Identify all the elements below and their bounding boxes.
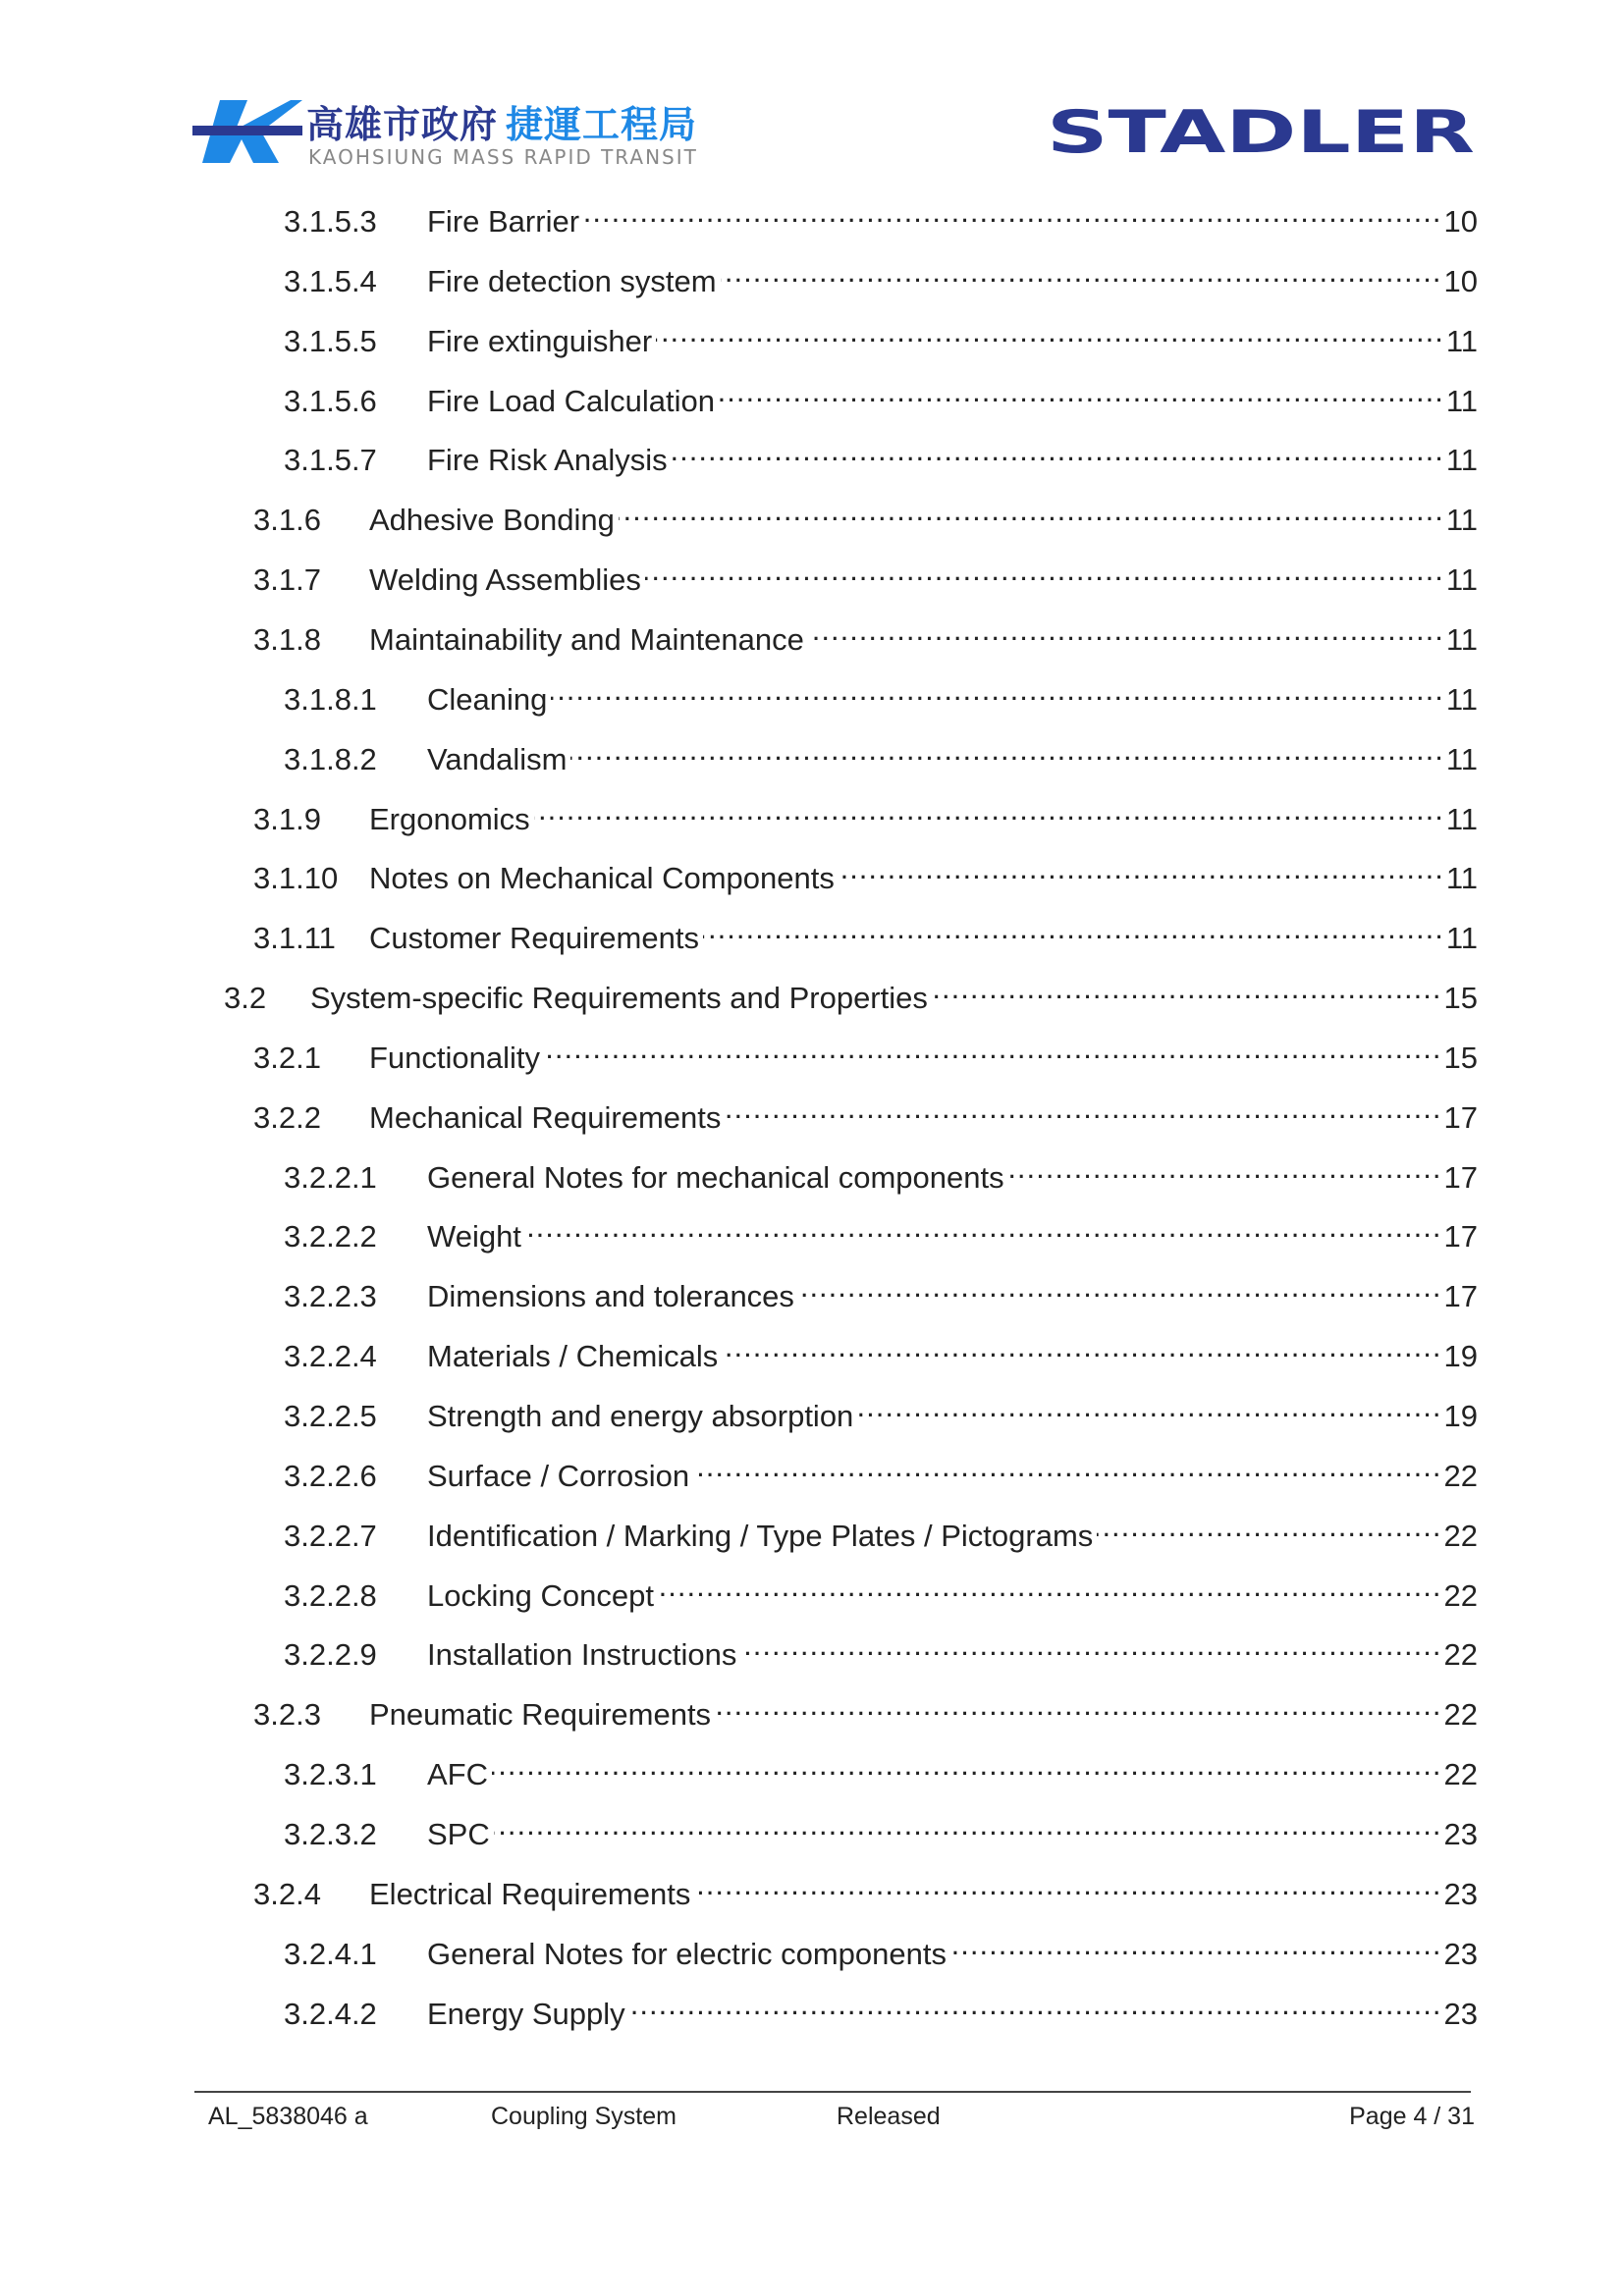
toc-dot-leader <box>570 730 1443 770</box>
toc-entry-title: Pneumatic Requirements <box>369 1697 712 1733</box>
footer-divider <box>194 2091 1471 2093</box>
toc-dot-leader <box>525 1207 1442 1247</box>
toc-entry[interactable] <box>284 192 1478 239</box>
toc-entry-page: 23 <box>1443 1816 1478 1851</box>
toc-entry[interactable] <box>253 611 1478 657</box>
footer-page-number: Page 4 / 31 <box>1349 2103 1475 2130</box>
toc-entry-page: 23 <box>1443 1876 1478 1911</box>
toc-entry-page: 11 <box>1445 861 1478 896</box>
toc-entry-page: 15 <box>1443 1040 1478 1075</box>
toc-dot-leader <box>798 1267 1442 1307</box>
toc-entry-page: 22 <box>1443 1697 1478 1733</box>
toc-entry[interactable] <box>284 252 1478 298</box>
toc-entry-title: Fire Barrier <box>427 204 580 239</box>
toc-entry-number: 3.1.11 <box>253 921 336 956</box>
toc-entry[interactable] <box>284 1207 1478 1255</box>
toc-entry-number: 3.2.3 <box>253 1697 321 1733</box>
toc-entry-number: 3.2.2.5 <box>284 1399 377 1433</box>
toc-entry-page: 11 <box>1445 741 1478 776</box>
toc-entry-page: 11 <box>1445 323 1478 358</box>
toc-entry[interactable] <box>284 1507 1478 1553</box>
toc-dot-leader <box>725 1089 1441 1128</box>
toc-entry-number: 3.2.2.3 <box>284 1279 377 1314</box>
toc-entry[interactable] <box>284 1626 1478 1673</box>
toc-entry[interactable] <box>253 1685 1478 1733</box>
toc-dot-leader <box>656 312 1444 351</box>
toc-entry-title: Cleaning <box>427 681 548 717</box>
footer-document-id: AL_5838046 a <box>208 2103 368 2130</box>
toc-entry-page: 10 <box>1443 263 1478 298</box>
krtc-english-name: KAOHSIUNG MASS RAPID TRANSIT <box>308 145 698 169</box>
toc-entry-title: Customer Requirements <box>369 921 699 956</box>
toc-dot-leader <box>492 1745 1442 1785</box>
toc-entry-title: Strength and energy absorption <box>427 1399 854 1433</box>
toc-dot-leader <box>715 1685 1441 1725</box>
toc-entry-number: 3.1.10 <box>253 861 339 896</box>
toc-entry-number: 3.1.5.4 <box>284 263 377 298</box>
toc-dot-leader <box>703 909 1444 948</box>
toc-dot-leader <box>719 372 1444 411</box>
toc-entry[interactable] <box>284 1985 1478 2031</box>
footer-status: Released <box>837 2103 941 2130</box>
toc-entry-number: 3.2.2.8 <box>284 1577 377 1613</box>
toc-entry-title: Energy Supply <box>427 1996 625 2031</box>
toc-entry[interactable] <box>284 1805 1478 1851</box>
toc-entry[interactable] <box>253 849 1478 896</box>
toc-entry[interactable] <box>253 1029 1478 1075</box>
toc-entry-title: System-specific Requirements and Properties <box>310 981 928 1016</box>
toc-entry[interactable] <box>224 969 1478 1016</box>
toc-entry-number: 3.2.2.4 <box>284 1339 377 1374</box>
toc-entry-number: 3.2.2 <box>253 1099 321 1135</box>
toc-entry-page: 11 <box>1445 681 1478 717</box>
krtc-bureau-text: 捷運工程局 <box>506 103 698 146</box>
toc-entry-number: 3.1.9 <box>253 801 321 836</box>
footer-document-title: Coupling System <box>491 2103 677 2130</box>
toc-entry[interactable] <box>284 372 1478 418</box>
toc-entry-page: 11 <box>1445 383 1478 418</box>
toc-entry-title: Adhesive Bonding <box>369 503 615 538</box>
toc-entry-number: 3.2.2.1 <box>284 1159 377 1195</box>
toc-entry-title: Dimensions and tolerances <box>427 1279 794 1314</box>
toc-entry[interactable] <box>284 1148 1478 1195</box>
toc-entry[interactable] <box>253 790 1478 836</box>
toc-entry-page: 10 <box>1443 204 1478 239</box>
toc-dot-leader <box>721 252 1442 292</box>
toc-dot-leader <box>494 1805 1442 1844</box>
toc-dot-leader <box>544 1029 1441 1068</box>
toc-entry-page: 17 <box>1443 1099 1478 1135</box>
krtc-logo <box>192 94 703 173</box>
krtc-mark-icon <box>192 96 302 167</box>
toc-dot-leader <box>950 1925 1442 1964</box>
toc-dot-leader <box>583 192 1442 232</box>
toc-entry-title: SPC <box>427 1816 490 1851</box>
toc-entry-number: 3.2.4.2 <box>284 1996 377 2031</box>
toc-entry-page: 22 <box>1443 1637 1478 1673</box>
toc-entry-page: 22 <box>1443 1757 1478 1792</box>
toc-entry-number: 3.1.5.3 <box>284 204 377 239</box>
toc-entry-number: 3.2.2.2 <box>284 1219 377 1255</box>
toc-entry-page: 19 <box>1443 1339 1478 1374</box>
toc-entry[interactable] <box>253 1865 1478 1911</box>
toc-entry-page: 22 <box>1443 1577 1478 1613</box>
toc-entry-number: 3.2.3.1 <box>284 1757 377 1792</box>
toc-entry-page: 11 <box>1445 562 1478 598</box>
toc-entry[interactable] <box>284 1327 1478 1374</box>
toc-entry-page: 17 <box>1443 1219 1478 1255</box>
toc-entry[interactable] <box>284 431 1478 478</box>
toc-entry-title: Materials / Chemicals <box>427 1339 719 1374</box>
toc-dot-leader <box>808 611 1444 650</box>
toc-entry-number: 3.1.8.1 <box>284 681 377 717</box>
krtc-government-text: 高雄市政府 <box>306 103 499 146</box>
toc-entry-title: Electrical Requirements <box>369 1876 691 1911</box>
toc-entry-title: Fire extinguisher <box>427 323 653 358</box>
toc-entry-number: 3.1.7 <box>253 562 321 598</box>
toc-dot-leader <box>1008 1148 1442 1188</box>
toc-entry-number: 3.2.2.7 <box>284 1518 377 1553</box>
toc-entry[interactable] <box>253 1089 1478 1135</box>
toc-entry-page: 11 <box>1445 621 1478 657</box>
toc-entry-title: General Notes for mechanical components <box>427 1159 1004 1195</box>
toc-entry[interactable] <box>284 1267 1478 1314</box>
toc-entry-title: Maintainability and Maintenance <box>369 621 804 657</box>
toc-entry[interactable] <box>284 1567 1478 1613</box>
toc-dot-leader <box>672 431 1444 470</box>
toc-entry-title: Fire Risk Analysis <box>427 443 668 478</box>
toc-dot-leader <box>932 969 1442 1008</box>
toc-entry-number: 3.2.2.6 <box>284 1458 377 1493</box>
toc-dot-leader <box>645 551 1444 590</box>
toc-dot-leader <box>740 1626 1441 1665</box>
toc-entry-number: 3.1.8.2 <box>284 741 377 776</box>
toc-dot-leader <box>534 790 1444 829</box>
toc-entry-page: 11 <box>1445 443 1478 478</box>
toc-entry-title: Weight <box>427 1219 521 1255</box>
toc-dot-leader <box>658 1567 1442 1606</box>
toc-entry[interactable] <box>284 312 1478 358</box>
toc-entry-title: Identification / Marking / Type Plates / Pictograms <box>427 1518 1094 1553</box>
toc-entry-title: Vandalism <box>427 741 568 776</box>
toc-entry-number: 3.2.3.2 <box>284 1816 377 1851</box>
toc-dot-leader <box>839 849 1444 888</box>
toc-entry-page: 23 <box>1443 1936 1478 1971</box>
stadler-logo-text: STADLER <box>1047 106 1475 157</box>
toc-entry-page: 17 <box>1443 1159 1478 1195</box>
toc-entry-number: 3.1.5.7 <box>284 443 377 478</box>
toc-entry-title: Mechanical Requirements <box>369 1099 722 1135</box>
krtc-chinese-name <box>306 94 697 148</box>
toc-entry-page: 15 <box>1443 981 1478 1016</box>
toc-entry-page: 22 <box>1443 1518 1478 1553</box>
toc-entry[interactable] <box>253 491 1478 538</box>
toc-dot-leader <box>619 491 1444 530</box>
stadler-logo <box>1045 106 1477 157</box>
toc-entry-title: General Notes for electric components <box>427 1936 947 1971</box>
toc-entry-number: 3.2.1 <box>253 1040 321 1075</box>
toc-entry-title: Functionality <box>369 1040 541 1075</box>
toc-entry-title: AFC <box>427 1757 488 1792</box>
toc-entry-page: 19 <box>1443 1399 1478 1433</box>
toc-entry-number: 3.1.8 <box>253 621 321 657</box>
toc-entry-title: Ergonomics <box>369 801 530 836</box>
toc-entry[interactable] <box>253 551 1478 598</box>
toc-entry[interactable] <box>284 1925 1478 1971</box>
toc-entry-title: Surface / Corrosion <box>427 1458 690 1493</box>
toc-entry[interactable] <box>284 1387 1478 1433</box>
toc-entry-number: 3.1.6 <box>253 503 321 538</box>
toc-dot-leader <box>1097 1507 1441 1546</box>
page-header <box>0 0 1624 187</box>
toc-entry-number: 3.2.4.1 <box>284 1936 377 1971</box>
toc-entry-title: Locking Concept <box>427 1577 654 1613</box>
toc-dot-leader <box>857 1387 1441 1426</box>
toc-entry-page: 17 <box>1443 1279 1478 1314</box>
toc-dot-leader <box>693 1447 1441 1486</box>
toc-entry[interactable] <box>284 670 1478 717</box>
toc-entry-title: Welding Assemblies <box>369 562 641 598</box>
toc-entry-title: Fire detection system <box>427 263 717 298</box>
toc-entry-number: 3.1.5.5 <box>284 323 377 358</box>
toc-entry[interactable] <box>284 730 1478 776</box>
toc-entry[interactable] <box>253 909 1478 956</box>
toc-entry-title: Fire Load Calculation <box>427 383 715 418</box>
toc-dot-leader <box>551 670 1443 710</box>
toc-entry-page: 23 <box>1443 1996 1478 2031</box>
toc-entry-page: 22 <box>1443 1458 1478 1493</box>
toc-entry-number: 3.2.2.9 <box>284 1637 377 1673</box>
toc-entry[interactable] <box>284 1745 1478 1792</box>
toc-entry[interactable] <box>284 1447 1478 1493</box>
toc-dot-leader <box>722 1327 1441 1366</box>
toc-entry-page: 11 <box>1445 801 1478 836</box>
toc-dot-leader <box>629 1985 1442 2024</box>
toc-entry-number: 3.2.4 <box>253 1876 321 1911</box>
toc-entry-title: Installation Instructions <box>427 1637 737 1673</box>
toc-entry-title: Notes on Mechanical Components <box>369 861 835 896</box>
toc-dot-leader <box>694 1865 1441 1904</box>
toc-entry-number: 3.2 <box>224 981 267 1016</box>
toc-entry-number: 3.1.5.6 <box>284 383 377 418</box>
toc-entry-page: 11 <box>1445 503 1478 538</box>
toc-entry-page: 11 <box>1445 921 1478 956</box>
